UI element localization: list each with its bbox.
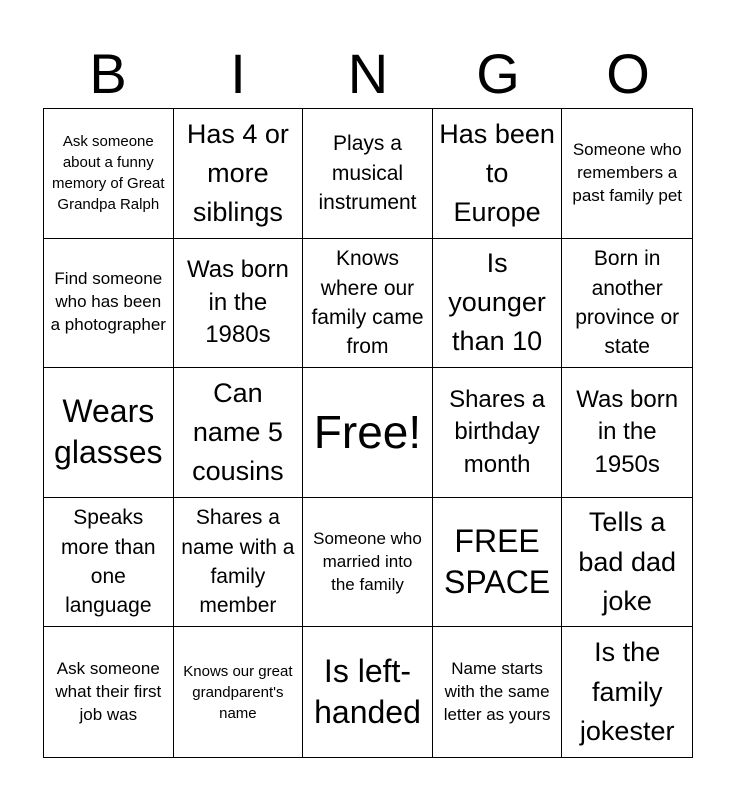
cell-text: Ask someone about a funny memory of Great Grandpa Ralph: [52, 133, 165, 214]
bingo-cell[interactable]: [562, 109, 692, 239]
bingo-cell[interactable]: [303, 498, 433, 628]
cell-text: Is younger than 10: [448, 248, 546, 357]
cell-text: Free!: [313, 406, 422, 459]
bingo-cell[interactable]: [433, 368, 563, 498]
cell-text: Has been to Europe: [439, 118, 555, 227]
cell-text: Knows our great grandparent's name: [183, 662, 293, 722]
bingo-cell[interactable]: [303, 239, 433, 369]
bingo-cell[interactable]: [44, 109, 174, 239]
header-letter-o: O: [606, 42, 650, 105]
bingo-header: [43, 40, 693, 108]
cell-text: Born in another province or state: [575, 247, 680, 359]
bingo-cell[interactable]: [174, 239, 304, 369]
bingo-cell[interactable]: [44, 627, 174, 757]
cell-text: Is left-handed: [314, 652, 421, 731]
cell-text: Wears glasses: [54, 392, 163, 471]
cell-text: Can name 5 cousins: [192, 377, 284, 487]
cell-text: Was born in the 1950s: [576, 385, 679, 478]
bingo-cell[interactable]: [433, 627, 563, 757]
cell-text: Knows where our family came from: [311, 247, 424, 359]
bingo-cell[interactable]: [303, 109, 433, 239]
bingo-cell[interactable]: [562, 498, 692, 628]
bingo-cell-free-space[interactable]: [433, 498, 563, 628]
header-letter-b: B: [89, 42, 127, 105]
bingo-cell[interactable]: [44, 368, 174, 498]
bingo-cell[interactable]: [562, 368, 692, 498]
bingo-cell[interactable]: [562, 239, 692, 369]
bingo-cell[interactable]: [174, 627, 304, 757]
header-letter-g: G: [476, 42, 520, 105]
bingo-cell[interactable]: [44, 498, 174, 628]
cell-text: Find someone who has been a photographer: [50, 269, 166, 335]
cell-text: Ask someone what their first job was: [55, 658, 162, 724]
cell-text: Was born in the 1980s: [186, 256, 289, 349]
bingo-board: [43, 108, 693, 758]
cell-text: Shares a birthday month: [449, 385, 546, 478]
cell-text: Plays a musical instrument: [318, 132, 417, 214]
bingo-cell[interactable]: [174, 368, 304, 498]
bingo-cell[interactable]: [44, 239, 174, 369]
bingo-cell[interactable]: [433, 239, 563, 369]
cell-text: Someone who married into the family: [313, 528, 422, 594]
bingo-cell[interactable]: [174, 498, 304, 628]
header-letter-i: I: [230, 42, 246, 105]
cell-text: Name starts with the same letter as yours: [443, 658, 551, 724]
header-letter-n: N: [347, 42, 389, 105]
cell-text: Speaks more than one language: [61, 506, 156, 618]
bingo-cell[interactable]: [562, 627, 692, 757]
cell-text: FREE SPACE: [444, 522, 551, 601]
bingo-cell[interactable]: [174, 109, 304, 239]
cell-text: Tells a bad dad joke: [578, 507, 676, 616]
cell-text: Is the family jokester: [579, 637, 675, 746]
bingo-cell[interactable]: [433, 109, 563, 239]
bingo-cell[interactable]: [303, 627, 433, 757]
cell-text: Has 4 or more siblings: [186, 118, 289, 227]
cell-text: Someone who remembers a past family pet: [572, 139, 682, 205]
bingo-cell-free[interactable]: [303, 368, 433, 498]
cell-text: Shares a name with a family member: [181, 506, 295, 618]
